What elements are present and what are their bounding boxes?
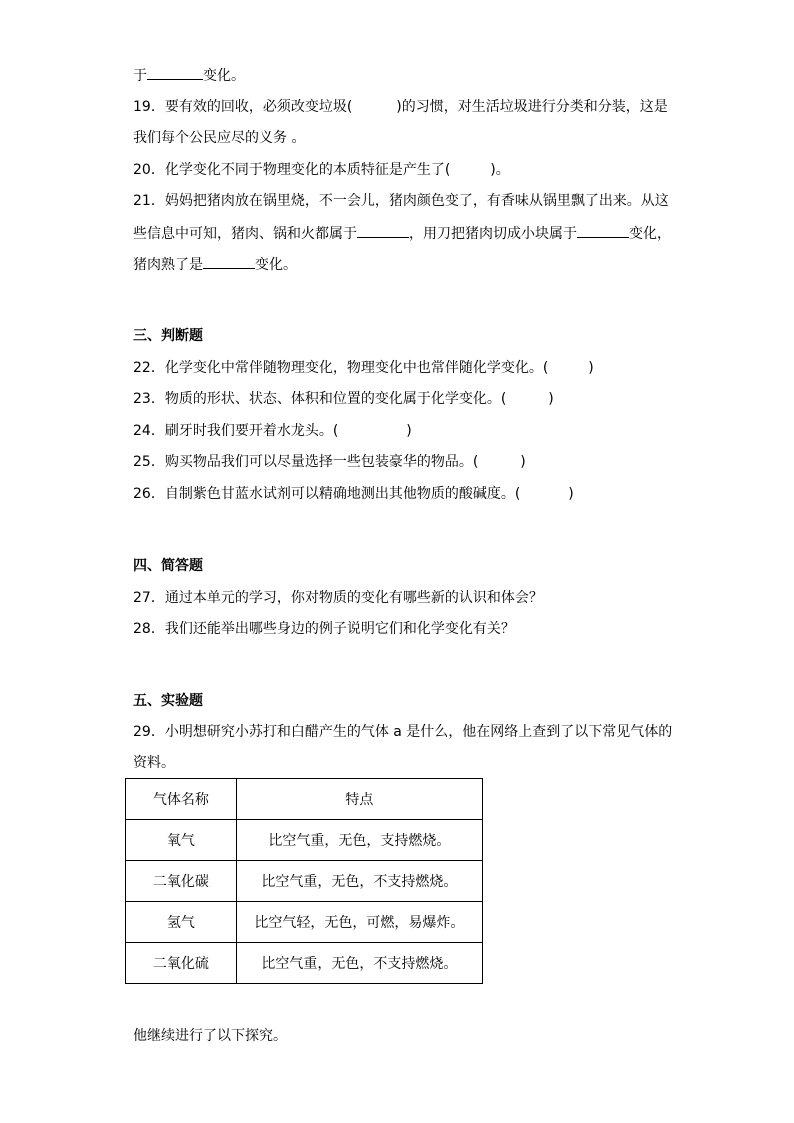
table-cell: 比空气重，无色，支持燃烧。 xyxy=(236,820,482,861)
table-header-cell: 特点 xyxy=(236,779,482,820)
answer-blank[interactable] xyxy=(147,65,203,80)
table-row xyxy=(126,902,483,943)
q18-tail: 于 变化。 xyxy=(133,65,245,86)
table-cell: 比空气重，无色，不支持燃烧。 xyxy=(236,861,482,902)
question-21-line-1: 21．妈妈把猪肉放在锅里烧，不一会儿，猪肉颜色变了，有香味从锅里飘了出来。从这 xyxy=(133,193,669,209)
question-24: 24．刷牙时我们要开着水龙头。( ) xyxy=(133,423,412,439)
question-28: 28．我们还能举出哪些身边的例子说明它们和化学变化有关？ xyxy=(133,621,515,637)
table-cell: 二氧化碳 xyxy=(126,861,237,902)
table-row xyxy=(126,861,483,902)
answer-blank[interactable] xyxy=(357,223,409,238)
question-21-line-2: 些信息中可知，猪肉、锅和火都属于 ，用刀把猪肉切成小块属于 变化， xyxy=(133,223,671,244)
section-heading-short-answer: 四、简答题 xyxy=(133,558,203,574)
question-20: 20．化学变化不同于物理变化的本质特征是产生了( )。 xyxy=(133,162,510,178)
answer-blank[interactable] xyxy=(577,223,629,238)
question-19-line-1: 19．要有效的回收，必须改变垃圾( )的习惯，对生活垃圾进行分类和分装，这是 xyxy=(133,99,668,115)
question-19-line-2: 我们每个公民应尽的义务 。 xyxy=(133,130,306,146)
table-header-row xyxy=(126,779,483,820)
section-heading-experiment: 五、实验题 xyxy=(133,693,203,709)
table-cell: 氧气 xyxy=(126,820,237,861)
question-25: 25．购买物品我们可以尽量选择一些包装豪华的物品。( ) xyxy=(133,454,526,470)
question-21-line-3: 猪肉熟了是 变化。 xyxy=(133,254,297,275)
table-header-cell: 气体名称 xyxy=(126,779,237,820)
section-heading-judgement: 三、判断题 xyxy=(133,328,203,344)
question-26: 26．自制紫色甘蓝水试剂可以精确地测出其他物质的酸碱度。( ) xyxy=(133,486,574,502)
continuation-text: 他继续进行了以下探究。 xyxy=(133,1028,287,1044)
table-cell: 二氧化硫 xyxy=(126,943,237,984)
table-row xyxy=(126,943,483,984)
question-23: 23．物质的形状、状态、体积和位置的变化属于化学变化。( ) xyxy=(133,391,554,407)
question-22: 22．化学变化中常伴随物理变化，物理变化中也常伴随化学变化。( ) xyxy=(133,360,594,376)
question-27: 27．通过本单元的学习，你对物质的变化有哪些新的认识和体会？ xyxy=(133,590,543,606)
table-cell: 比空气轻，无色，可燃，易爆炸。 xyxy=(236,902,482,943)
answer-blank[interactable] xyxy=(203,254,255,269)
table-cell: 比空气重，无色，不支持燃烧。 xyxy=(236,943,482,984)
table-row xyxy=(126,820,483,861)
table-cell: 氢气 xyxy=(126,902,237,943)
question-29-line-2: 资料。 xyxy=(133,755,175,771)
question-29-line-1: 29．小明想研究小苏打和白醋产生的气体 a 是什么，他在网络上查到了以下常见气体的 xyxy=(133,724,673,740)
gas-properties-table xyxy=(125,778,483,984)
